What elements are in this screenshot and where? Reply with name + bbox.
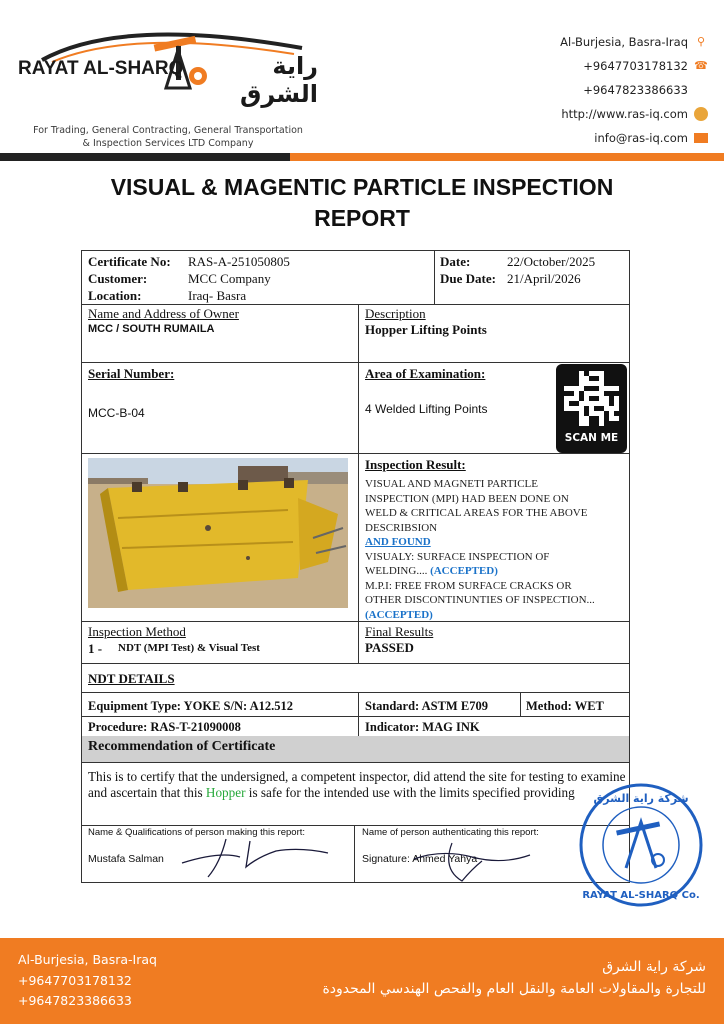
accepted-badge: (ACCEPTED) xyxy=(365,608,433,621)
certification-text xyxy=(88,769,628,801)
footer xyxy=(0,938,724,1024)
footer-company-desc-ar: للتجارة والمقاولات العامة والنقل العام والفحص الهندسي المحدودة xyxy=(322,981,706,997)
header-contacts xyxy=(468,30,708,150)
certificate-value: RAS-A-251050805 xyxy=(188,254,290,269)
due-date-label: Due Date: xyxy=(440,271,496,286)
col-divider xyxy=(358,692,359,736)
row-divider xyxy=(82,716,629,717)
recommendation-heading: Recommendation of Certificate xyxy=(88,739,276,754)
letterhead xyxy=(0,0,724,158)
ndt-indicator: Indicator: MAG INK xyxy=(365,720,480,734)
result-visual-text: WELDING.... xyxy=(365,565,431,577)
contact-address-text: Al-Burjesia, Basra-Iraq xyxy=(560,35,688,49)
footer-phone-2[interactable]: +9647823386633 xyxy=(18,993,132,1008)
ndt-standard: Standard: ASTM E709 xyxy=(365,699,488,713)
header-divider-dark xyxy=(0,153,290,161)
ndt-heading: NDT DETAILS xyxy=(88,671,175,686)
result-line: WELD & CRITICAL AREAS FOR THE ABOVE xyxy=(365,507,588,519)
final-results-value: PASSED xyxy=(365,640,414,655)
due-date-value: 21/April/2026 xyxy=(507,271,581,286)
phone-icon: ☎ xyxy=(694,59,708,72)
logo-text-en: RAYAT AL-SHARQ xyxy=(18,58,184,79)
contact-phone-1 xyxy=(468,54,708,78)
area-label: Area of Examination: xyxy=(365,366,486,381)
row-divider xyxy=(82,825,629,826)
row-divider xyxy=(82,304,629,305)
cert-highlight: Hopper xyxy=(205,785,246,800)
globe-icon xyxy=(694,107,708,121)
report-title xyxy=(0,172,724,234)
contact-website xyxy=(468,102,708,126)
tagline-line1: For Trading, General Contracting, General Transportation xyxy=(33,125,303,136)
contact-phone-1-text[interactable]: +9647703178132 xyxy=(583,59,688,73)
col-divider xyxy=(354,825,355,883)
cert-text-before: This is to certify that the undersigned, a competent inspector, did attend the site for testing to examine and ascertain that this xyxy=(88,769,626,800)
row-divider xyxy=(82,362,629,363)
location-pin-icon: ⚲ xyxy=(696,35,706,48)
col-divider xyxy=(358,304,359,663)
date-label: Date: xyxy=(440,254,471,269)
owner-value: MCC / SOUTH RUMAILA xyxy=(88,323,215,335)
signature-scribble-icon xyxy=(180,833,330,879)
result-line: OTHER DISCONTINUNTIES OF INSPECTION... xyxy=(365,594,595,606)
footer-company-name-ar: شركة راية الشرق xyxy=(602,959,706,975)
description-value: Hopper Lifting Points xyxy=(365,322,487,337)
footer-contacts xyxy=(18,950,157,1012)
ndt-method: Method: WET xyxy=(526,699,604,713)
contact-website-link[interactable]: http://www.ras-iq.com xyxy=(561,107,688,121)
customer-value: MCC Company xyxy=(188,271,271,286)
qr-code[interactable] xyxy=(556,364,627,453)
result-line: M.P.I: FREE FROM SURFACE CRACKS OR xyxy=(365,579,572,592)
cert-text-after: is safe for the intended use with the limits specified providing xyxy=(245,785,575,800)
footer-address: Al-Burjesia, Basra-Iraq xyxy=(18,952,157,967)
accepted-badge: (ACCEPTED) xyxy=(430,565,498,577)
spacer-icon xyxy=(694,83,708,97)
result-line: VISUALY: SURFACE INSPECTION OF xyxy=(365,550,550,563)
row-divider xyxy=(82,692,629,693)
signature-scribble-icon xyxy=(412,839,532,883)
mail-icon xyxy=(694,133,708,143)
ndt-procedure: Procedure: RAS-T-21090008 xyxy=(88,720,241,734)
stamp-text-en: RAYAT AL-SHARQ Co. xyxy=(582,890,700,901)
footer-phone-1[interactable]: +9647703178132 xyxy=(18,972,132,988)
final-results-label: Final Results xyxy=(365,624,434,639)
location-label: Location: xyxy=(88,288,142,303)
method-value: NDT (MPI Test) & Visual Test xyxy=(118,642,260,654)
logo-text-ar: راية الشرق xyxy=(239,52,318,108)
header-divider xyxy=(0,153,724,161)
company-stamp xyxy=(576,780,706,910)
owner-label: Name and Address of Owner xyxy=(88,306,239,321)
signature-left-name: Mustafa Salman xyxy=(88,853,164,865)
contact-email xyxy=(468,126,708,150)
row-divider xyxy=(82,453,629,454)
contact-email-link[interactable]: info@ras-iq.com xyxy=(594,131,688,145)
location-value: Iraq- Basra xyxy=(188,288,247,303)
result-line xyxy=(365,564,627,579)
serial-label: Serial Number: xyxy=(88,366,175,381)
col-divider xyxy=(520,692,521,716)
customer-label: Customer: xyxy=(88,271,148,286)
footer-company-ar xyxy=(286,956,706,1000)
contact-phone-2-text[interactable]: +9647823386633 xyxy=(583,83,688,97)
tagline-line2: & Inspection Services LTD Company xyxy=(82,138,254,149)
row-divider xyxy=(82,663,629,664)
hopper-photo xyxy=(88,458,348,608)
signature-left-label: Name & Qualifications of person making this report: xyxy=(88,827,306,838)
report-table xyxy=(81,250,630,883)
description-label: Description xyxy=(365,306,426,321)
result-line: INSPECTION (MPI) HAD BEEN DONE ON xyxy=(365,492,569,505)
company-tagline xyxy=(18,124,318,150)
result-line: VISUAL AND MAGNETI PARTICLE xyxy=(365,478,538,490)
contact-address xyxy=(468,30,708,54)
method-label: Inspection Method xyxy=(88,624,186,639)
certificate-label: Certificate No: xyxy=(88,254,171,269)
report-title-line2: REPORT xyxy=(314,205,410,231)
method-number: 1 - xyxy=(88,641,103,656)
signature-right-label: Name of person authenticating this report: xyxy=(362,827,539,838)
qr-pattern-icon xyxy=(564,371,619,426)
ndt-equipment: Equipment Type: YOKE S/N: A12.512 xyxy=(88,699,294,713)
qr-label: SCAN ME xyxy=(564,432,619,444)
inspection-result-text xyxy=(365,477,627,622)
area-value: 4 Welded Lifting Points xyxy=(365,402,488,416)
result-line: DESCRIBSION xyxy=(365,521,438,534)
contact-phone-2 xyxy=(468,78,708,102)
company-logo xyxy=(18,22,318,152)
col-divider xyxy=(434,251,435,304)
signature-right-name: Signature: Ahmed Yahya xyxy=(362,853,478,865)
report-title-line1: VISUAL & MAGENTIC PARTICLE INSPECTION xyxy=(110,174,614,200)
row-divider xyxy=(82,762,629,763)
stamp-text-ar: شركة راية الشرق xyxy=(593,792,689,805)
serial-value: MCC-B-04 xyxy=(88,406,145,420)
result-found: AND FOUND xyxy=(365,536,431,548)
inspection-result-label: Inspection Result: xyxy=(365,457,466,472)
date-value: 22/October/2025 xyxy=(507,254,596,269)
